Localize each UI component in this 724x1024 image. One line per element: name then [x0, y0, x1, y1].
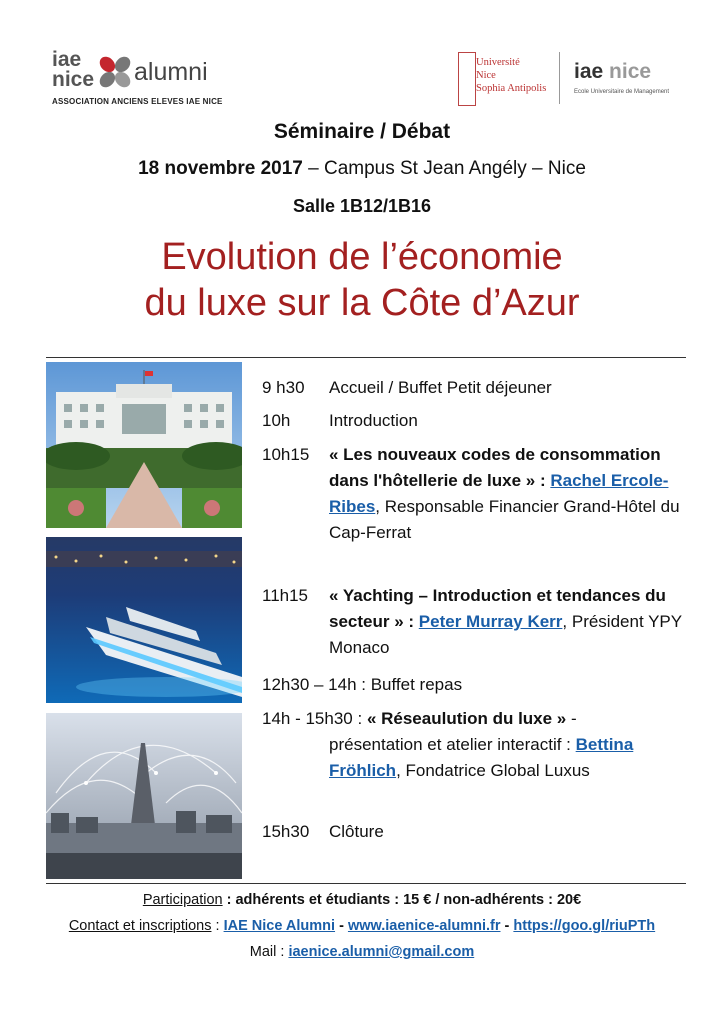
event-type: Séminaire / Débat — [273, 120, 451, 143]
dash: - — [335, 918, 348, 934]
participation-label: Participation — [142, 892, 223, 908]
program-time: 10h — [262, 411, 291, 430]
talk-title: « Réseaulution du luxe » — [366, 709, 567, 728]
speaker-link-bettina[interactable]: Bettina Fröhlich — [329, 735, 634, 780]
iae-nice-alumni-logo — [48, 48, 223, 108]
iae-logo-subtitle: Ecole Universitaire de Management — [574, 89, 670, 95]
website-link[interactable]: www.iaenice-alumni.fr — [347, 918, 501, 934]
mail-line — [0, 944, 724, 960]
paris-network-photo — [46, 713, 242, 879]
iae-logo-iae: iae — [574, 60, 604, 83]
speaker-role: , Fondatrice Global Luxus — [396, 761, 590, 780]
page-title — [0, 234, 724, 326]
flower-logo-icon — [96, 53, 134, 91]
university-line1: Université — [476, 57, 520, 68]
event-room: Salle 1B12/1B16 — [292, 196, 432, 216]
talk-title: « Les nouveaux codes de consommation dans l'hôtellerie de luxe » : — [329, 445, 661, 490]
university-logo — [458, 52, 550, 106]
talk-extra: présentation et atelier interactif : — [329, 735, 571, 754]
program-lunch: 12h30 – 14h : Buffet repas — [262, 675, 463, 694]
speaker-role: , Président YPY Monaco — [329, 612, 682, 657]
logo-alumni-text: alumni — [134, 58, 208, 86]
title-line2: du luxe sur la Côte d’Azur — [144, 282, 580, 324]
speaker-link-peter[interactable]: Peter Murray Kerr — [418, 612, 563, 631]
yacht-photo — [46, 537, 242, 703]
program-desc: Clôture — [329, 822, 384, 841]
hotel-photo — [46, 362, 242, 528]
logo-nice-text: nice — [52, 68, 95, 91]
logo-divider — [559, 52, 560, 104]
dash: - — [500, 918, 514, 934]
talk-extra-first: - — [566, 709, 577, 728]
title-line1: Evolution de l’économie — [161, 236, 563, 278]
talk-title: « Yachting – Introduction et tendances du secteur » : — [329, 586, 666, 631]
iae-logo-nice: nice — [609, 60, 652, 83]
mail-link[interactable]: iaenice.alumni@gmail.com — [288, 944, 475, 960]
contact-line — [0, 918, 724, 934]
iae-nice-logo — [574, 60, 684, 104]
divider-top — [46, 357, 686, 358]
date-line — [0, 158, 724, 180]
event-date: 18 novembre 2017 — [138, 158, 303, 179]
contact-sep: : — [211, 918, 224, 934]
divider-bottom — [46, 883, 686, 884]
program-time: 9 h30 — [262, 378, 305, 397]
program-desc: Introduction — [329, 411, 418, 430]
program-desc: Accueil / Buffet Petit déjeuner — [329, 378, 552, 397]
university-line3: Sophia Antipolis — [476, 83, 547, 94]
contact-label: Contact et inscriptions — [68, 918, 212, 934]
university-line2: Nice — [476, 70, 496, 81]
logo-association-text: ASSOCIATION ANCIENS ELEVES IAE NICE — [52, 97, 223, 106]
logo-iae-text: iae — [52, 48, 82, 71]
university-logo-frame — [458, 52, 476, 106]
mail-label: Mail : — [249, 944, 289, 960]
participation-line — [0, 892, 724, 908]
speaker-role: , Responsable Financier Grand-Hôtel du Cap-Ferrat — [329, 497, 680, 542]
speaker-link-rachel[interactable]: Rachel Ercole-Ribes — [329, 471, 669, 516]
participation-text: : adhérents et étudiants : 15 € / non-adhérents : 20€ — [222, 892, 582, 908]
program-time: 15h30 — [262, 822, 310, 841]
program-time: 11h15 — [262, 586, 309, 605]
event-location: – Campus St Jean Angély – Nice — [302, 158, 586, 179]
org-link[interactable]: IAE Nice Alumni — [223, 918, 336, 934]
program-time: 14h - 15h30 : — [262, 709, 363, 728]
program-time: 10h15 — [262, 445, 310, 464]
short-url-link[interactable]: https://goo.gl/riuPTh — [513, 918, 656, 934]
